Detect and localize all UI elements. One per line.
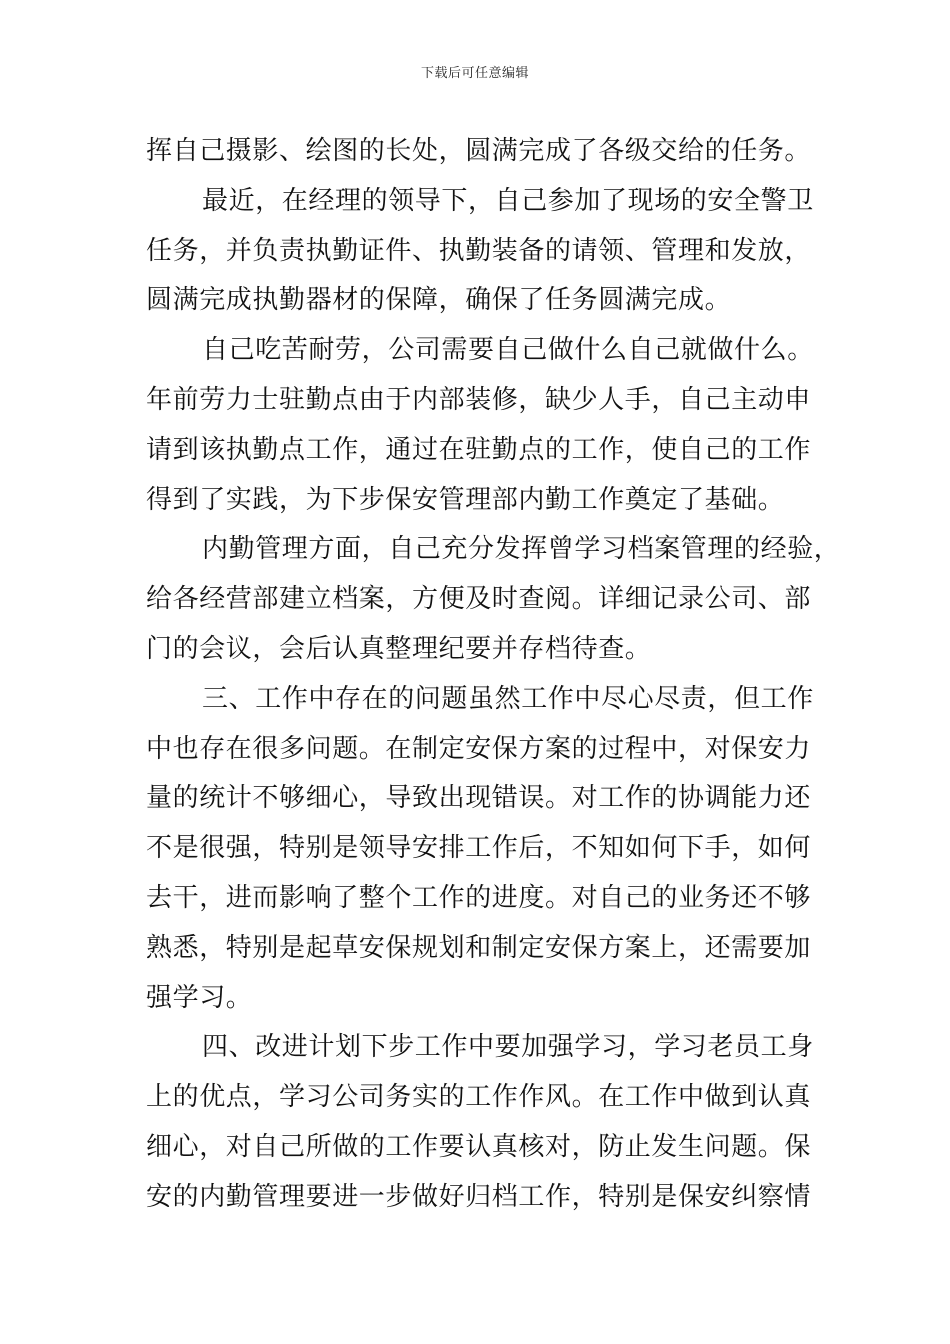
text-line: 安的内勤管理要进一步做好归档工作，特别是保安纠察情	[146, 1181, 812, 1212]
text-line: 不是很强，特别是领导安排工作后，不知如何下手，如何	[146, 833, 812, 864]
paragraph-start-line: 四、改进计划下步工作中要加强学习，学习老员工身	[202, 1032, 814, 1063]
paragraph-start-line: 三、工作中存在的问题虽然工作中尽心尽责，但工作	[202, 683, 814, 714]
header-note: 下载后可任意编辑	[420, 66, 529, 81]
text-line: 强学习。	[146, 982, 253, 1013]
paragraph-start-line: 内勤管理方面，自己充分发挥曾学习档案管理的经验，	[202, 534, 841, 565]
text-line: 去干，进而影响了整个工作的进度。对自己的业务还不够	[146, 882, 812, 913]
text-line: 任务，并负责执勤证件、执勤装备的请领、管理和发放，	[146, 235, 812, 266]
paragraph-start-line: 自己吃苦耐劳，公司需要自己做什么自己就做什么。	[202, 335, 814, 366]
text-line: 细心，对自己所做的工作要认真核对，防止发生问题。保	[146, 1131, 812, 1162]
text-line: 得到了实践，为下步保安管理部内勤工作奠定了基础。	[146, 484, 785, 515]
text-line: 请到该执勤点工作，通过在驻勤点的工作，使自己的工作	[146, 434, 812, 465]
text-line: 量的统计不够细心，导致出现错误。对工作的协调能力还	[146, 783, 812, 814]
text-line: 挥自己摄影、绘图的长处，圆满完成了各级交给的任务。	[146, 136, 812, 166]
document-body	[146, 127, 841, 1223]
paragraph-start-line: 最近，在经理的领导下，自己参加了现场的安全警卫	[202, 185, 814, 216]
text-line: 中也存在很多问题。在制定安保方案的过程中，对保安力	[146, 733, 812, 764]
text-line: 给各经营部建立档案，方便及时查阅。详细记录公司、部	[146, 584, 812, 615]
text-line: 门的会议，会后认真整理纪要并存档待查。	[146, 633, 652, 664]
text-line: 年前劳力士驻勤点由于内部装修，缺少人手，自己主动申	[146, 384, 812, 415]
text-line: 上的优点，学习公司务实的工作作风。在工作中做到认真	[146, 1082, 812, 1113]
text-line: 圆满完成执勤器材的保障，确保了任务圆满完成。	[146, 285, 732, 316]
text-line: 熟悉，特别是起草安保规划和制定安保方案上，还需要加	[146, 932, 812, 963]
